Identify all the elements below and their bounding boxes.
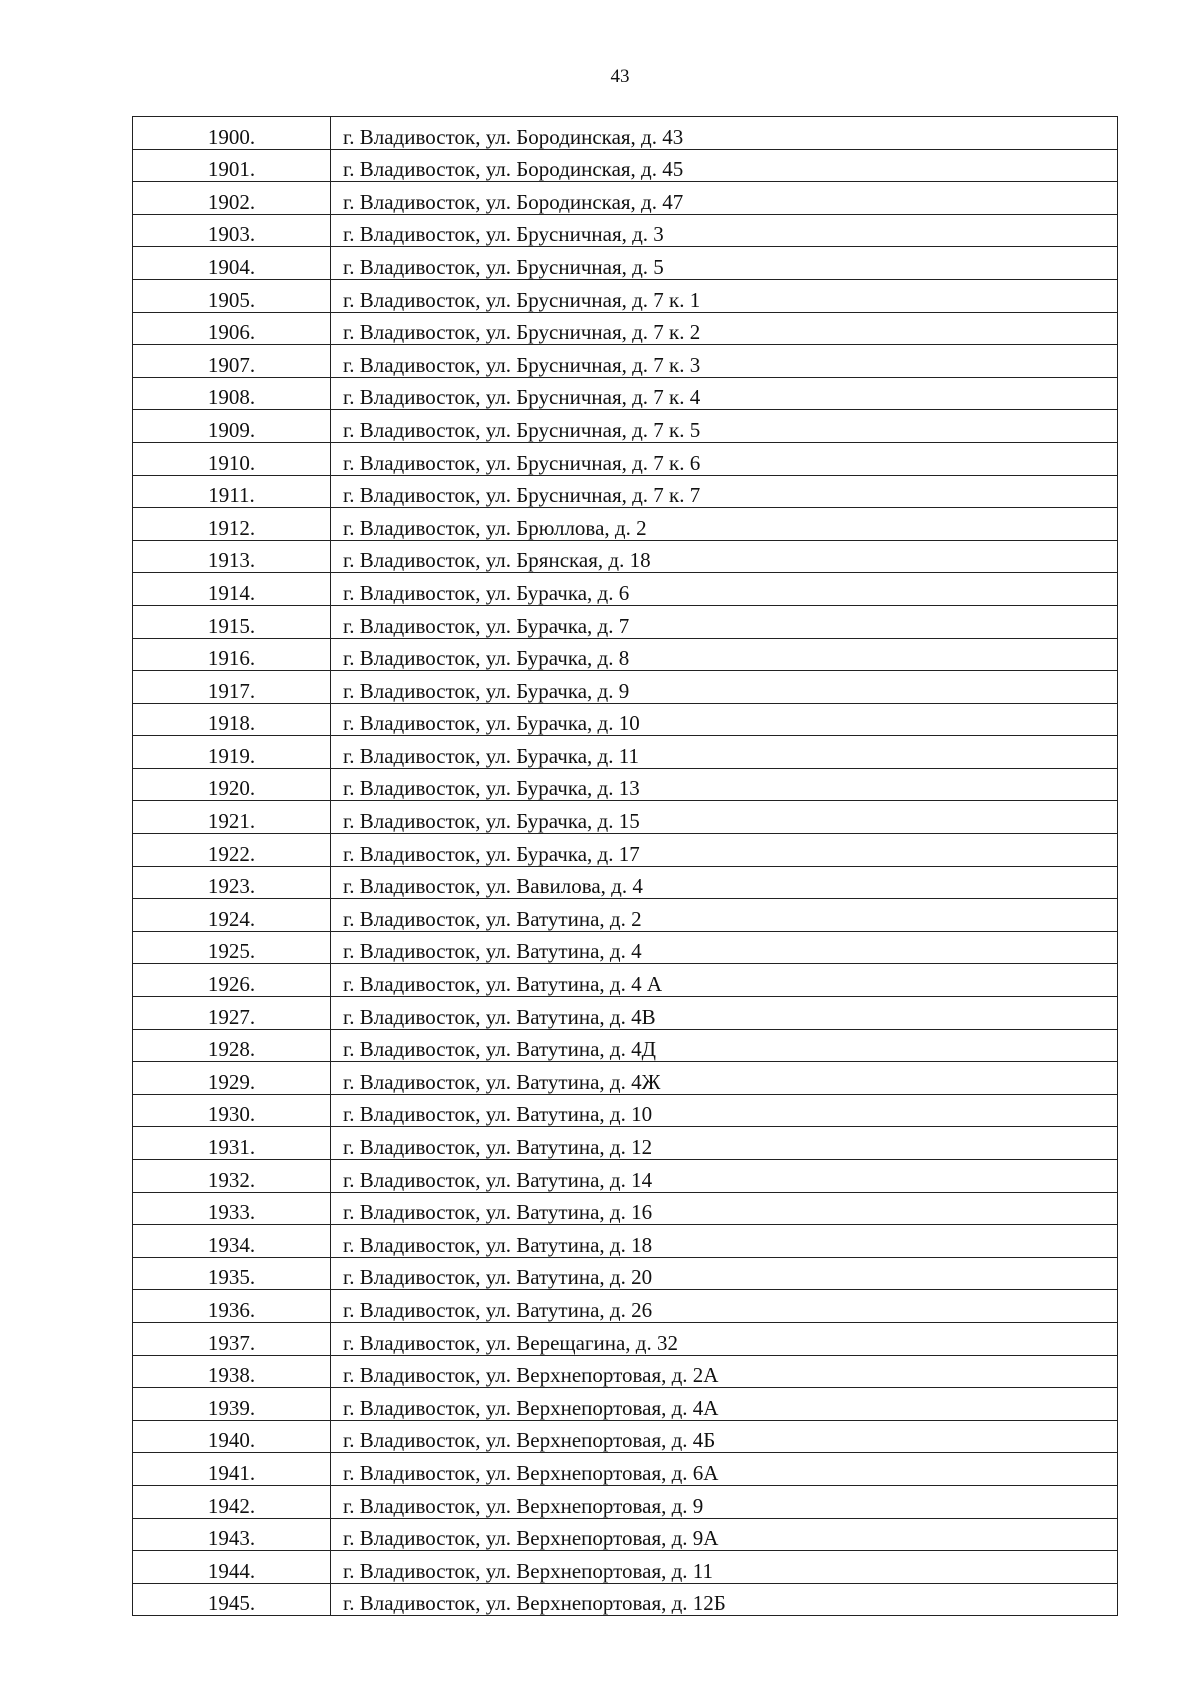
- address-cell: г. Владивосток, ул. Ватутина, д. 16: [331, 1192, 1118, 1225]
- row-number-cell: 1935.: [133, 1257, 331, 1290]
- table-row: [133, 117, 1118, 150]
- address-cell: г. Владивосток, ул. Брусничная, д. 7 к. 1: [331, 279, 1118, 312]
- row-number-cell: 1911.: [133, 475, 331, 508]
- row-number-cell: 1907.: [133, 345, 331, 378]
- row-number-cell: 1928.: [133, 1029, 331, 1062]
- address-cell: г. Владивосток, ул. Бородинская, д. 47: [331, 182, 1118, 215]
- table-row: [133, 931, 1118, 964]
- row-number-cell: 1923.: [133, 866, 331, 899]
- address-cell: г. Владивосток, ул. Верхнепортовая, д. 11: [331, 1551, 1118, 1584]
- row-number-cell: 1900.: [133, 117, 331, 150]
- address-cell: г. Владивосток, ул. Ватутина, д. 4Ж: [331, 1062, 1118, 1095]
- row-number-cell: 1917.: [133, 671, 331, 704]
- row-number-cell: 1905.: [133, 279, 331, 312]
- table-row: [133, 1420, 1118, 1453]
- table-row: [133, 214, 1118, 247]
- table-row: [133, 1355, 1118, 1388]
- row-number-cell: 1929.: [133, 1062, 331, 1095]
- table-row: [133, 1485, 1118, 1518]
- row-number-cell: 1937.: [133, 1322, 331, 1355]
- row-number-cell: 1914.: [133, 573, 331, 606]
- table-row: [133, 1225, 1118, 1258]
- table-row: [133, 899, 1118, 932]
- address-cell: г. Владивосток, ул. Верещагина, д. 32: [331, 1322, 1118, 1355]
- table-row: [133, 1127, 1118, 1160]
- row-number-cell: 1904.: [133, 247, 331, 280]
- row-number-cell: 1915.: [133, 605, 331, 638]
- row-number-cell: 1916.: [133, 638, 331, 671]
- table-row: [133, 1551, 1118, 1584]
- row-number-cell: 1945.: [133, 1583, 331, 1616]
- address-cell: г. Владивосток, ул. Верхнепортовая, д. 4Б: [331, 1420, 1118, 1453]
- row-number-cell: 1941.: [133, 1453, 331, 1486]
- table-row: [133, 377, 1118, 410]
- table-row: [133, 736, 1118, 769]
- address-cell: г. Владивосток, ул. Брусничная, д. 7 к. 7: [331, 475, 1118, 508]
- row-number-cell: 1922.: [133, 834, 331, 867]
- table-row: [133, 1160, 1118, 1193]
- table-row: [133, 1094, 1118, 1127]
- address-cell: г. Владивосток, ул. Бурачка, д. 13: [331, 768, 1118, 801]
- table-row: [133, 1453, 1118, 1486]
- table-row: [133, 149, 1118, 182]
- address-cell: г. Владивосток, ул. Бородинская, д. 45: [331, 149, 1118, 182]
- address-cell: г. Владивосток, ул. Ватутина, д. 2: [331, 899, 1118, 932]
- address-cell: г. Владивосток, ул. Бурачка, д. 11: [331, 736, 1118, 769]
- row-number-cell: 1938.: [133, 1355, 331, 1388]
- table-row: [133, 1388, 1118, 1421]
- table-row: [133, 1257, 1118, 1290]
- row-number-cell: 1918.: [133, 703, 331, 736]
- row-number-cell: 1901.: [133, 149, 331, 182]
- address-cell: г. Владивосток, ул. Верхнепортовая, д. 9: [331, 1485, 1118, 1518]
- address-cell: г. Владивосток, ул. Верхнепортовая, д. 9А: [331, 1518, 1118, 1551]
- table-row: [133, 964, 1118, 997]
- address-cell: г. Владивосток, ул. Ватутина, д. 10: [331, 1094, 1118, 1127]
- row-number-cell: 1940.: [133, 1420, 331, 1453]
- row-number-cell: 1921.: [133, 801, 331, 834]
- row-number-cell: 1908.: [133, 377, 331, 410]
- address-cell: г. Владивосток, ул. Ватутина, д. 18: [331, 1225, 1118, 1258]
- table-row: [133, 182, 1118, 215]
- address-cell: г. Владивосток, ул. Бурачка, д. 6: [331, 573, 1118, 606]
- table-row: [133, 1518, 1118, 1551]
- address-cell: г. Владивосток, ул. Бурачка, д. 8: [331, 638, 1118, 671]
- row-number-cell: 1942.: [133, 1485, 331, 1518]
- address-cell: г. Владивосток, ул. Верхнепортовая, д. 2А: [331, 1355, 1118, 1388]
- address-cell: г. Владивосток, ул. Ватутина, д. 14: [331, 1160, 1118, 1193]
- table-row: [133, 312, 1118, 345]
- address-cell: г. Владивосток, ул. Верхнепортовая, д. 12Б: [331, 1583, 1118, 1616]
- row-number-cell: 1913.: [133, 540, 331, 573]
- address-cell: г. Владивосток, ул. Брусничная, д. 7 к. 4: [331, 377, 1118, 410]
- row-number-cell: 1931.: [133, 1127, 331, 1160]
- address-cell: г. Владивосток, ул. Ватутина, д. 12: [331, 1127, 1118, 1160]
- row-number-cell: 1943.: [133, 1518, 331, 1551]
- address-cell: г. Владивосток, ул. Бурачка, д. 10: [331, 703, 1118, 736]
- address-cell: г. Владивосток, ул. Брусничная, д. 5: [331, 247, 1118, 280]
- row-number-cell: 1924.: [133, 899, 331, 932]
- row-number-cell: 1934.: [133, 1225, 331, 1258]
- address-cell: г. Владивосток, ул. Верхнепортовая, д. 6А: [331, 1453, 1118, 1486]
- row-number-cell: 1925.: [133, 931, 331, 964]
- address-cell: г. Владивосток, ул. Бородинская, д. 43: [331, 117, 1118, 150]
- table-row: [133, 997, 1118, 1030]
- table-row: [133, 1290, 1118, 1323]
- address-cell: г. Владивосток, ул. Брусничная, д. 7 к. 3: [331, 345, 1118, 378]
- address-cell: г. Владивосток, ул. Бурачка, д. 15: [331, 801, 1118, 834]
- address-cell: г. Владивосток, ул. Брянская, д. 18: [331, 540, 1118, 573]
- address-cell: г. Владивосток, ул. Бурачка, д. 9: [331, 671, 1118, 704]
- address-cell: г. Владивосток, ул. Ватутина, д. 26: [331, 1290, 1118, 1323]
- row-number-cell: 1906.: [133, 312, 331, 345]
- address-cell: г. Владивосток, ул. Верхнепортовая, д. 4А: [331, 1388, 1118, 1421]
- row-number-cell: 1926.: [133, 964, 331, 997]
- address-cell: г. Владивосток, ул. Брусничная, д. 7 к. 6: [331, 442, 1118, 475]
- table-row: [133, 605, 1118, 638]
- table-row: [133, 1583, 1118, 1616]
- table-row: [133, 866, 1118, 899]
- table-row: [133, 1192, 1118, 1225]
- table-row: [133, 768, 1118, 801]
- address-cell: г. Владивосток, ул. Бурачка, д. 7: [331, 605, 1118, 638]
- row-number-cell: 1932.: [133, 1160, 331, 1193]
- row-number-cell: 1912.: [133, 508, 331, 541]
- table-row: [133, 1322, 1118, 1355]
- page-number: 43: [610, 66, 630, 87]
- table-row: [133, 508, 1118, 541]
- address-cell: г. Владивосток, ул. Ватутина, д. 20: [331, 1257, 1118, 1290]
- address-cell: г. Владивосток, ул. Бурачка, д. 17: [331, 834, 1118, 867]
- table-row: [133, 279, 1118, 312]
- address-cell: г. Владивосток, ул. Брюллова, д. 2: [331, 508, 1118, 541]
- table-row: [133, 834, 1118, 867]
- row-number-cell: 1909.: [133, 410, 331, 443]
- address-cell: г. Владивосток, ул. Ватутина, д. 4В: [331, 997, 1118, 1030]
- row-number-cell: 1920.: [133, 768, 331, 801]
- address-cell: г. Владивосток, ул. Брусничная, д. 7 к. 2: [331, 312, 1118, 345]
- table-row: [133, 801, 1118, 834]
- table-row: [133, 638, 1118, 671]
- table-row: [133, 573, 1118, 606]
- table-row: [133, 345, 1118, 378]
- address-table: [132, 116, 1118, 1616]
- table-row: [133, 442, 1118, 475]
- row-number-cell: 1936.: [133, 1290, 331, 1323]
- address-cell: г. Владивосток, ул. Брусничная, д. 3: [331, 214, 1118, 247]
- row-number-cell: 1927.: [133, 997, 331, 1030]
- address-cell: г. Владивосток, ул. Вавилова, д. 4: [331, 866, 1118, 899]
- row-number-cell: 1910.: [133, 442, 331, 475]
- table-row: [133, 1029, 1118, 1062]
- table-row: [133, 671, 1118, 704]
- row-number-cell: 1933.: [133, 1192, 331, 1225]
- table-row: [133, 540, 1118, 573]
- address-cell: г. Владивосток, ул. Ватутина, д. 4Д: [331, 1029, 1118, 1062]
- address-table-body: [133, 117, 1118, 1616]
- row-number-cell: 1944.: [133, 1551, 331, 1584]
- table-row: [133, 475, 1118, 508]
- address-cell: г. Владивосток, ул. Ватутина, д. 4: [331, 931, 1118, 964]
- row-number-cell: 1903.: [133, 214, 331, 247]
- table-row: [133, 410, 1118, 443]
- row-number-cell: 1919.: [133, 736, 331, 769]
- row-number-cell: 1939.: [133, 1388, 331, 1421]
- address-cell: г. Владивосток, ул. Ватутина, д. 4 А: [331, 964, 1118, 997]
- table-row: [133, 247, 1118, 280]
- row-number-cell: 1930.: [133, 1094, 331, 1127]
- table-row: [133, 703, 1118, 736]
- address-cell: г. Владивосток, ул. Брусничная, д. 7 к. 5: [331, 410, 1118, 443]
- table-row: [133, 1062, 1118, 1095]
- row-number-cell: 1902.: [133, 182, 331, 215]
